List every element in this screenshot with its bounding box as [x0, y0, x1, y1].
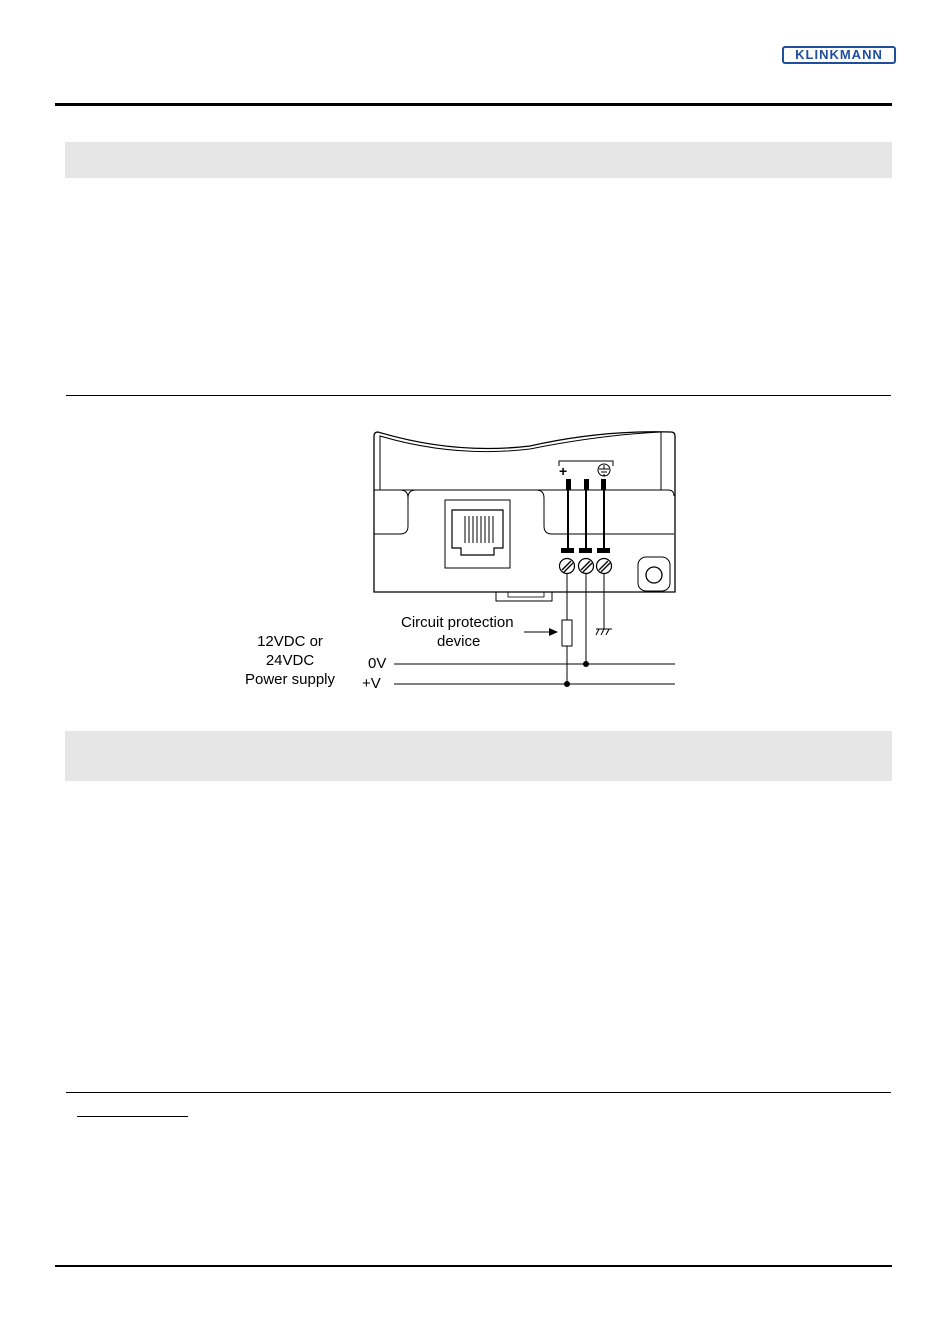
device-top-cover: [380, 432, 661, 490]
power-wiring-diagram: [230, 425, 690, 700]
klinkmann-logo: KLINKMANN: [782, 46, 896, 64]
footer-rule: [55, 1265, 892, 1267]
device-bottom-clip: [496, 592, 552, 601]
circuit-protection-fuse: [562, 620, 572, 646]
note-underline: [77, 1116, 188, 1117]
chassis-ground-icon: [596, 629, 612, 635]
section-divider-1: [66, 395, 891, 396]
section-heading-band-2: [65, 731, 892, 781]
circuit-protection-label-2: device: [437, 633, 481, 650]
device-left-notch: [374, 490, 408, 534]
mounting-hole: [646, 567, 662, 583]
device-housing: [374, 432, 675, 592]
section-divider-2: [66, 1092, 891, 1093]
mounting-tab: [638, 557, 670, 591]
rail-0v-label: 0V: [368, 655, 387, 672]
header-rule: [55, 103, 892, 106]
rj-connector-pins: [465, 516, 493, 543]
ground-symbol-icon: [598, 464, 610, 476]
section-heading-band-1: [65, 142, 892, 178]
rail-plus-v-label: +V: [362, 675, 381, 692]
fuse-pointer-arrow: [549, 628, 558, 636]
terminal-plus-label: +: [559, 463, 568, 479]
power-supply-label-line1: 12VDC or: [257, 633, 323, 650]
power-supply-label-line2: 24VDC: [265, 652, 315, 669]
power-supply-label-line3: Power supply: [244, 671, 336, 688]
circuit-protection-label: Circuit protection: [401, 614, 514, 631]
device-right-notch: [661, 490, 674, 496]
device-center-recess: [408, 490, 674, 534]
